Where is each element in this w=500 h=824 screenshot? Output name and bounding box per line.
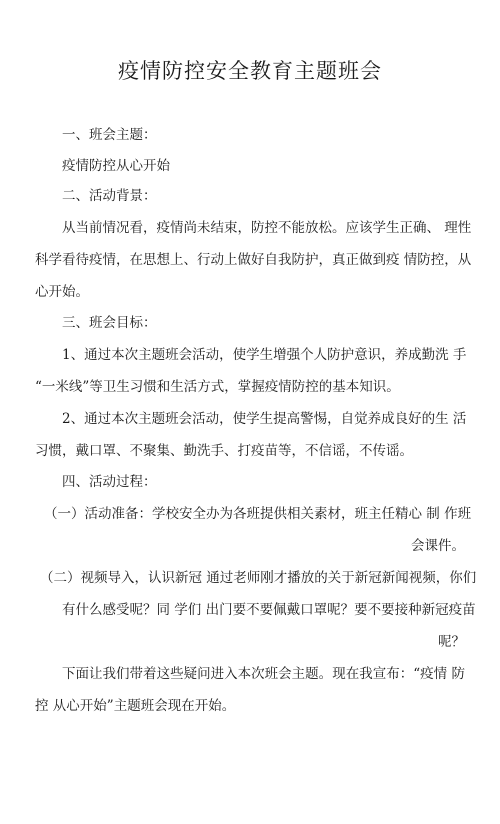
section-2-heading: 二、活动背景：: [62, 188, 157, 204]
goal-1-line-2: “一米线”等卫生习惯和生活方式，掌握疫情防控的基本知识。: [35, 379, 400, 395]
process-1-line-1: （一）活动准备：学校安全办为各班提供相关素材，班主任精心 制 作班: [44, 506, 472, 522]
section-2-line-1: 从当前情况看，疫情尚未结束，防控不能放松。应该学生正确、 理性: [62, 220, 472, 236]
goal-2-line-2: 习惯，戴口罩、不聚集、勤洗手、打疫苗等，不信谣，不传谣。: [35, 443, 413, 459]
section-3-heading: 三、班会目标：: [62, 315, 157, 331]
section-1-body: 疫情防控从心开始: [62, 158, 170, 174]
process-3-line-2: 控 从心开始”主题班会现在开始。: [35, 698, 236, 714]
process-2-line-3: 呢？: [438, 634, 465, 650]
section-2-line-3: 心开始。: [35, 284, 89, 300]
page-title: 疫情防控安全教育主题班会: [118, 59, 382, 83]
goal-1-line-1: 1、通过本次主题班会活动，使学生增强个人防护意识，养成勤洗 手: [62, 347, 467, 363]
process-2-line-2: 有什么感受呢？同 学们 出门要不要佩戴口罩呢？要不要接种新冠疫苗: [62, 602, 476, 618]
section-2-line-2: 科学看待疫情，在思想上、行动上做好自我防护，真正做到疫 情防控，从: [35, 252, 472, 268]
goal-2-line-1: 2、通过本次主题班会活动，使学生提高警惕，自觉养成良好的生 活: [62, 411, 467, 427]
section-1-heading: 一、班会主题：: [62, 127, 157, 143]
process-1-line-2: 会课件。: [411, 538, 465, 554]
section-4-heading: 四、活动过程：: [62, 474, 157, 490]
process-3-line-1: 下面让我们带着这些疑问进入本次班会主题。现在我宣布：“疫情 防: [62, 666, 465, 682]
process-2-line-1: （二）视频导入，认识新冠 通过老师刚才播放的关于新冠新闻视频，你们: [40, 570, 477, 586]
